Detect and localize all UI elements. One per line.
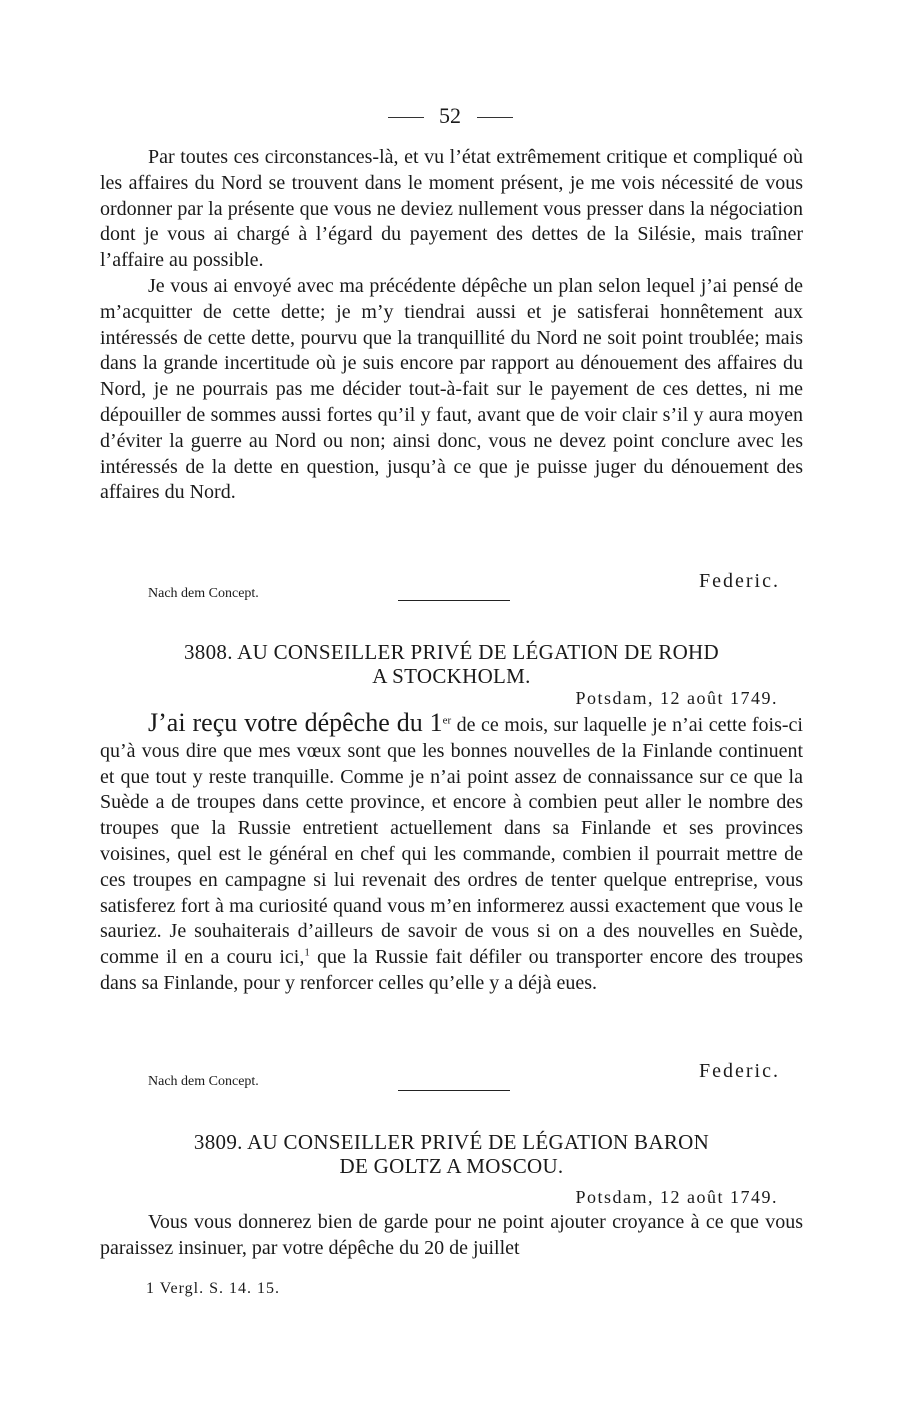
page-number (0, 103, 900, 129)
dateline: Potsdam, 12 août 1749. (575, 1187, 778, 1207)
dateline: Potsdam, 12 août 1749. (575, 688, 778, 708)
page-number-dash-right (477, 117, 513, 118)
superscript: er (442, 714, 452, 727)
source-note: Nach dem Concept. (148, 586, 259, 601)
letter-body (100, 710, 803, 997)
paragraph: Je vous ai envoyé avec ma précédente dépêche un plan selon lequel j’ai pensé de m’acquitter de cette dette; je m’y tiendrai aussi et je satisferai honnêtement aux intéressés de cette dette, pourvu que la tranquillité du Nord ne soit point troublée; mais dans la grande incertitude où je suis encore par rapport au dénouement des affaires du Nord, je ne pourrais pas me décider tout-à-fait sur le payement de ces dettes, ni me dépouiller de sommes aussi fortes qu’il y faut, avant que de voir clair s’il y aura moyen d’éviter la guerre au Nord ou non; ainsi donc, vous ne devez point conclure avec les intéressés de la dette en question, jusqu’à ce que je puisse juger du dénouement des affaires du Nord. (100, 274, 803, 504)
letter-heading-line: DE GOLTZ A MOSCOU. (339, 1154, 564, 1178)
paragraph: Vous vous donnerez bien de garde pour ne point ajouter croyance à ce que vous paraissez insinuer, par votre dépêche du 20 de juillet (100, 1211, 803, 1259)
letter-heading-line: A STOCKHOLM. (372, 664, 531, 688)
letter-heading-line: 3809. AU CONSEILLER PRIVÉ DE LÉGATION BARON (193, 1130, 710, 1154)
letter-heading (100, 1130, 803, 1178)
paragraph (100, 710, 803, 997)
page-number-dash-left (388, 117, 424, 118)
section-divider (398, 600, 510, 601)
letter-text: de ce mois, sur laquelle je n’ai cette fois-ci qu’à vous dire que mes vœux sont que les bonnes nouvelles de la Finlande continuent et que tout y reste tranquille. Comme je n’ai point assez de connaissance sur ce que la Suède a de troupes dans cette province, et encore à combien peut aller le nombre des troupes que la Russie entretient actuellement dans sa Finlande et ses provinces voisines, quel est le général en chef qui les commande, combien il pourrait mettre de ces troupes en campagne si lui revenait des ordres de tenter quelque entreprise, vous satisferez fort à ma curiosité quand vous m’en informerez aussi exactement que vous le sauriez. Je souhaiterais d’ailleurs de savoir de vous si on a des nouvelles en Suède, comme il en a couru ici, (100, 714, 803, 969)
letter-heading (100, 640, 803, 688)
letter-opening: J’ai reçu votre dépêche du 1 (148, 708, 443, 737)
letter-heading-line: 3808. AU CONSEILLER PRIVÉ DE LÉGATION DE ROHD (184, 640, 719, 664)
section-divider (398, 1090, 510, 1091)
signature: Federic. (699, 570, 780, 592)
source-note: Nach dem Concept. (148, 1074, 259, 1089)
letter-body (100, 1210, 803, 1262)
letter-text-end: que la Russie fait défiler ou transporter encore des troupes dans sa Finlande, pour y renforcer celles qu’elle y a déjà eues. (100, 946, 803, 994)
signature: Federic. (699, 1060, 780, 1082)
footnote-mark: 1 (304, 946, 310, 959)
page-number-value: 52 (439, 103, 461, 128)
paragraph: Par toutes ces circonstances-là, et vu l’état extrêmement critique et compliqué où les affaires du Nord se trouvent dans le moment présent, je me vois nécessité de vous ordonner par la présente que vous ne deviez nullement vous presser dans la négociation dont je vous ai chargé à l’égard du payement des dettes de la Silésie, mais traîner l’affaire au possible. (100, 146, 803, 272)
footnote: 1 Vergl. S. 14. 15. (146, 1280, 280, 1297)
continuation-text (100, 145, 803, 506)
